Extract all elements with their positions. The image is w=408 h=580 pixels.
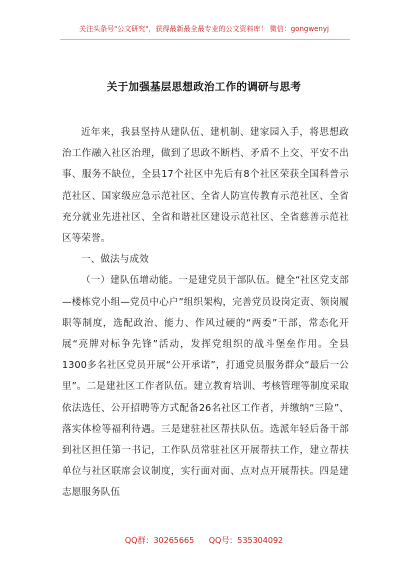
footer-contact: [0, 535, 408, 546]
document-body: [62, 122, 349, 504]
qq-group-text: QQ群：30265665: [124, 536, 195, 545]
body-paragraph: （一）建队伍增动能。一是建党员干部队伍。健全“社区党支部—楼栋党小组—党员中心户”组织架构，完善党员设岗定责、领岗履职等制度，选配政治、能力、作风过硬的“两委”干部，常态化开展“亮牌对标争先锋”活动，发挥党组织的战斗堡垒作用。全县1300多名社区党员开展“公开承诺”，打通党员服务群众“最后一公里”。二是建社区工作者队伍。建立教育培训、考核管理等制度采取依法选任、公开招聘等方式配备26名社区工作者，并缴纳“三险”、落实体检等福利待遇。三是建驻社区帮扶队伍。选派年轻后备干部到社区担任第一书记，工作队员常驻社区开展帮扶工作，建立帮扶单位与社区联席会议制度，实行面对面、点对点开展帮扶。四是建志愿服务队伍: [62, 275, 349, 499]
header-banner: 关注头条号"公文研究"，获得最新最全最专业的公文资料库！ 微信：gongwenyj: [79, 25, 329, 33]
intro-paragraph: 近年来，我县坚持从建队伍、建机制、建家园入手，将思想政治工作融入社区治理，做到了思政不断档、矛盾不上交、平安不出事、服务不缺位，全县17个社区中先后有8个社区荣获全国科普示范社区、国家级应急示范社区、全省人防宣传教育示范社区、全省充分就业先进社区、全省和谐社区建设示范社区、全省慈善示范社区等荣誉。: [62, 127, 349, 245]
document-title: 关于加强基层思想政治工作的调研与思考: [106, 81, 302, 93]
section-heading: 一、做法与成效: [81, 254, 149, 266]
header-divider: [60, 39, 350, 40]
qq-number-text: QQ号：535304092: [208, 536, 284, 545]
